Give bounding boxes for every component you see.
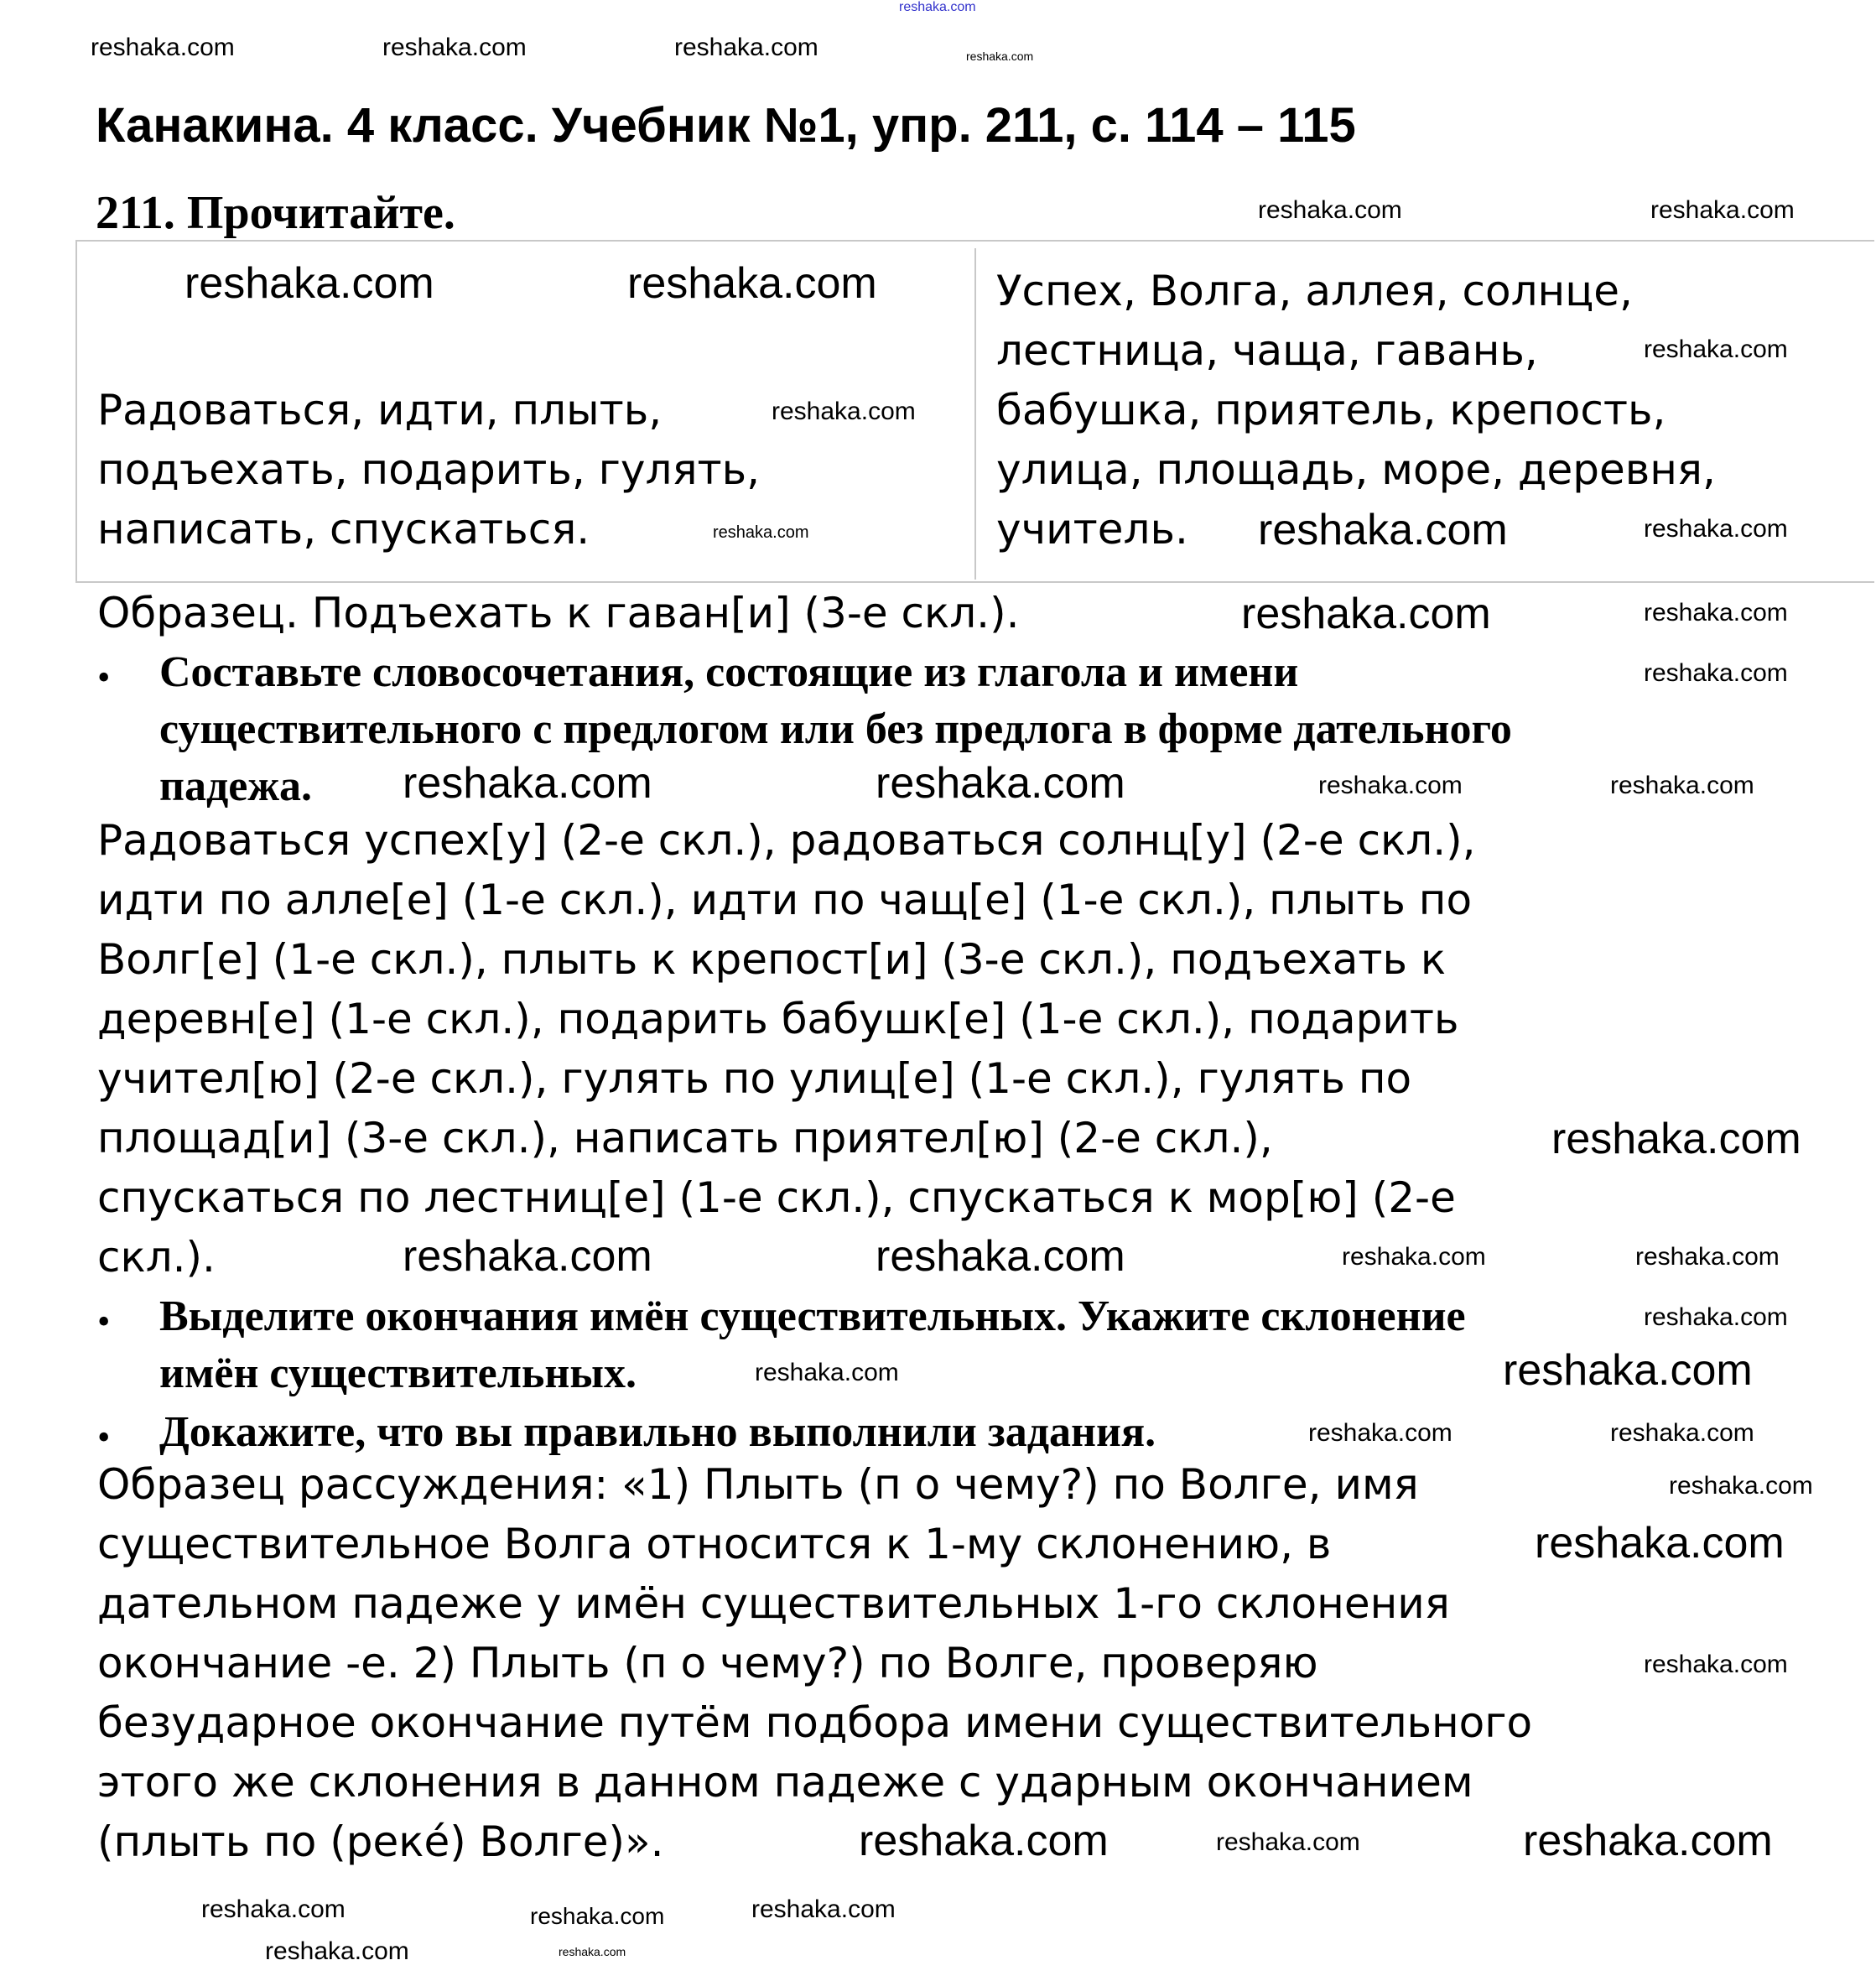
watermark: reshaka.com bbox=[1318, 772, 1463, 799]
sample-line: Образец. Подъехать к гаван[и] (3-е скл.). bbox=[97, 589, 1020, 637]
task-line: Составьте словосочетания, состоящие из глагола и имени bbox=[159, 648, 1299, 696]
watermark: reshaka.com bbox=[559, 1945, 626, 1958]
task-line: Выделите окончания имён существительных. Укажите склонение bbox=[159, 1292, 1466, 1340]
bullet: • bbox=[97, 1417, 111, 1458]
watermark: reshaka.com bbox=[1644, 515, 1788, 543]
page-title: Канакина. 4 класс. Учебник №1, упр. 211, с. 114 – 115 bbox=[96, 98, 1356, 153]
noun-line: бабушка, приятель, крепость, bbox=[996, 386, 1666, 434]
watermark: reshaka.com bbox=[1503, 1346, 1753, 1395]
noun-line: учитель. bbox=[996, 505, 1188, 554]
watermark: reshaka.com bbox=[1535, 1519, 1785, 1568]
watermark: reshaka.com bbox=[382, 34, 527, 61]
watermark: reshaka.com bbox=[91, 34, 235, 61]
watermark: reshaka.com bbox=[1342, 1243, 1486, 1271]
watermark: reshaka.com bbox=[1644, 659, 1788, 687]
watermark: reshaka.com bbox=[859, 1817, 1109, 1865]
task-line: существительного с предлогом или без предлога в форме дательного bbox=[159, 705, 1512, 753]
answer-line: идти по алле[е] (1-е скл.), идти по чащ[е] (1-е скл.), плыть по bbox=[97, 876, 1473, 924]
exercise-heading: 211. Прочитайте. bbox=[96, 187, 455, 239]
reasoning-line: (плыть по (реке́) Волге)». bbox=[97, 1817, 664, 1866]
watermark: reshaka.com bbox=[755, 1359, 899, 1386]
watermark: reshaka.com bbox=[1650, 196, 1795, 224]
watermark: reshaka.com bbox=[184, 259, 434, 308]
watermark: reshaka.com bbox=[403, 1232, 652, 1281]
watermark: reshaka.com bbox=[1551, 1115, 1801, 1163]
watermark: reshaka.com bbox=[530, 1903, 665, 1929]
answer-line: Волг[е] (1-е скл.), плыть к крепост[и] (3-е скл.), подъехать к bbox=[97, 935, 1447, 984]
watermark: reshaka.com bbox=[1241, 590, 1491, 638]
watermark: reshaka.com bbox=[1635, 1243, 1780, 1271]
watermark: reshaka.com bbox=[966, 49, 1034, 63]
watermark: reshaka.com bbox=[713, 523, 809, 542]
watermark: reshaka.com bbox=[1610, 772, 1754, 799]
watermark: reshaka.com bbox=[1644, 1303, 1788, 1331]
watermark: reshaka.com bbox=[265, 1937, 409, 1965]
watermark: reshaka.com bbox=[1523, 1817, 1773, 1865]
watermark: reshaka.com bbox=[876, 1232, 1125, 1281]
reasoning-line: безударное окончание путём подбора имени существительного bbox=[97, 1698, 1533, 1747]
task-line: имён существительных. bbox=[159, 1349, 637, 1397]
watermark: reshaka.com bbox=[1308, 1419, 1452, 1447]
watermark: reshaka.com bbox=[876, 759, 1125, 808]
bullet: • bbox=[97, 657, 111, 698]
watermark: reshaka.com bbox=[627, 259, 877, 308]
watermark: reshaka.com bbox=[1610, 1419, 1754, 1447]
noun-line: Успех, Волга, аллея, солнце, bbox=[996, 267, 1633, 315]
task-line: Докажите, что вы правильно выполнили задания. bbox=[159, 1408, 1156, 1456]
reasoning-line: этого же склонения в данном падеже с ударным окончанием bbox=[97, 1758, 1473, 1807]
table-divider bbox=[974, 248, 976, 580]
noun-line: улица, площадь, море, деревня, bbox=[996, 445, 1716, 494]
watermark: reshaka.com bbox=[772, 398, 916, 425]
verb-line: подъехать, подарить, гулять, bbox=[97, 445, 761, 494]
watermark: reshaka.com bbox=[1644, 335, 1788, 363]
reasoning-line: дательном падеже у имён существительных 1-го склонения bbox=[97, 1579, 1450, 1628]
reasoning-line: окончание -е. 2) Плыть (п о чему?) по Волге, проверяю bbox=[97, 1639, 1318, 1687]
watermark: reshaka.com bbox=[751, 1895, 896, 1923]
watermark: reshaka.com bbox=[1669, 1472, 1813, 1500]
watermark: reshaka.com bbox=[899, 0, 976, 14]
noun-line: лестница, чаща, гавань, bbox=[996, 326, 1538, 375]
reasoning-line: существительное Волга относится к 1-му склонению, в bbox=[97, 1520, 1332, 1568]
verb-line: Радоваться, идти, плыть, bbox=[97, 386, 663, 434]
watermark: reshaka.com bbox=[1258, 196, 1402, 224]
watermark: reshaka.com bbox=[1644, 1651, 1788, 1678]
watermark: reshaka.com bbox=[403, 759, 652, 808]
watermark: reshaka.com bbox=[1644, 599, 1788, 627]
answer-line: скл.). bbox=[97, 1233, 216, 1282]
watermark: reshaka.com bbox=[674, 34, 818, 61]
bullet: • bbox=[97, 1301, 111, 1342]
answer-line: Радоваться успех[у] (2-е скл.), радоваться солнц[у] (2-е скл.), bbox=[97, 816, 1476, 865]
verb-line: написать, спускаться. bbox=[97, 505, 590, 554]
task-line: падежа. bbox=[159, 762, 313, 810]
answer-line: спускаться по лестниц[е] (1-е скл.), спускаться к мор[ю] (2-е bbox=[97, 1173, 1456, 1222]
answer-line: учител[ю] (2-е скл.), гулять по улиц[е] (1-е скл.), гулять по bbox=[97, 1054, 1412, 1103]
reasoning-line: Образец рассуждения: «1) Плыть (п о чему?) по Волге, имя bbox=[97, 1460, 1419, 1509]
watermark: reshaka.com bbox=[201, 1895, 346, 1923]
watermark: reshaka.com bbox=[1258, 506, 1508, 554]
watermark: reshaka.com bbox=[1216, 1828, 1360, 1856]
answer-line: деревн[е] (1-е скл.), подарить бабушк[е] (1-е скл.), подарить bbox=[97, 995, 1459, 1043]
answer-line: площад[и] (3-е скл.), написать приятел[ю] (2-е скл.), bbox=[97, 1114, 1273, 1162]
